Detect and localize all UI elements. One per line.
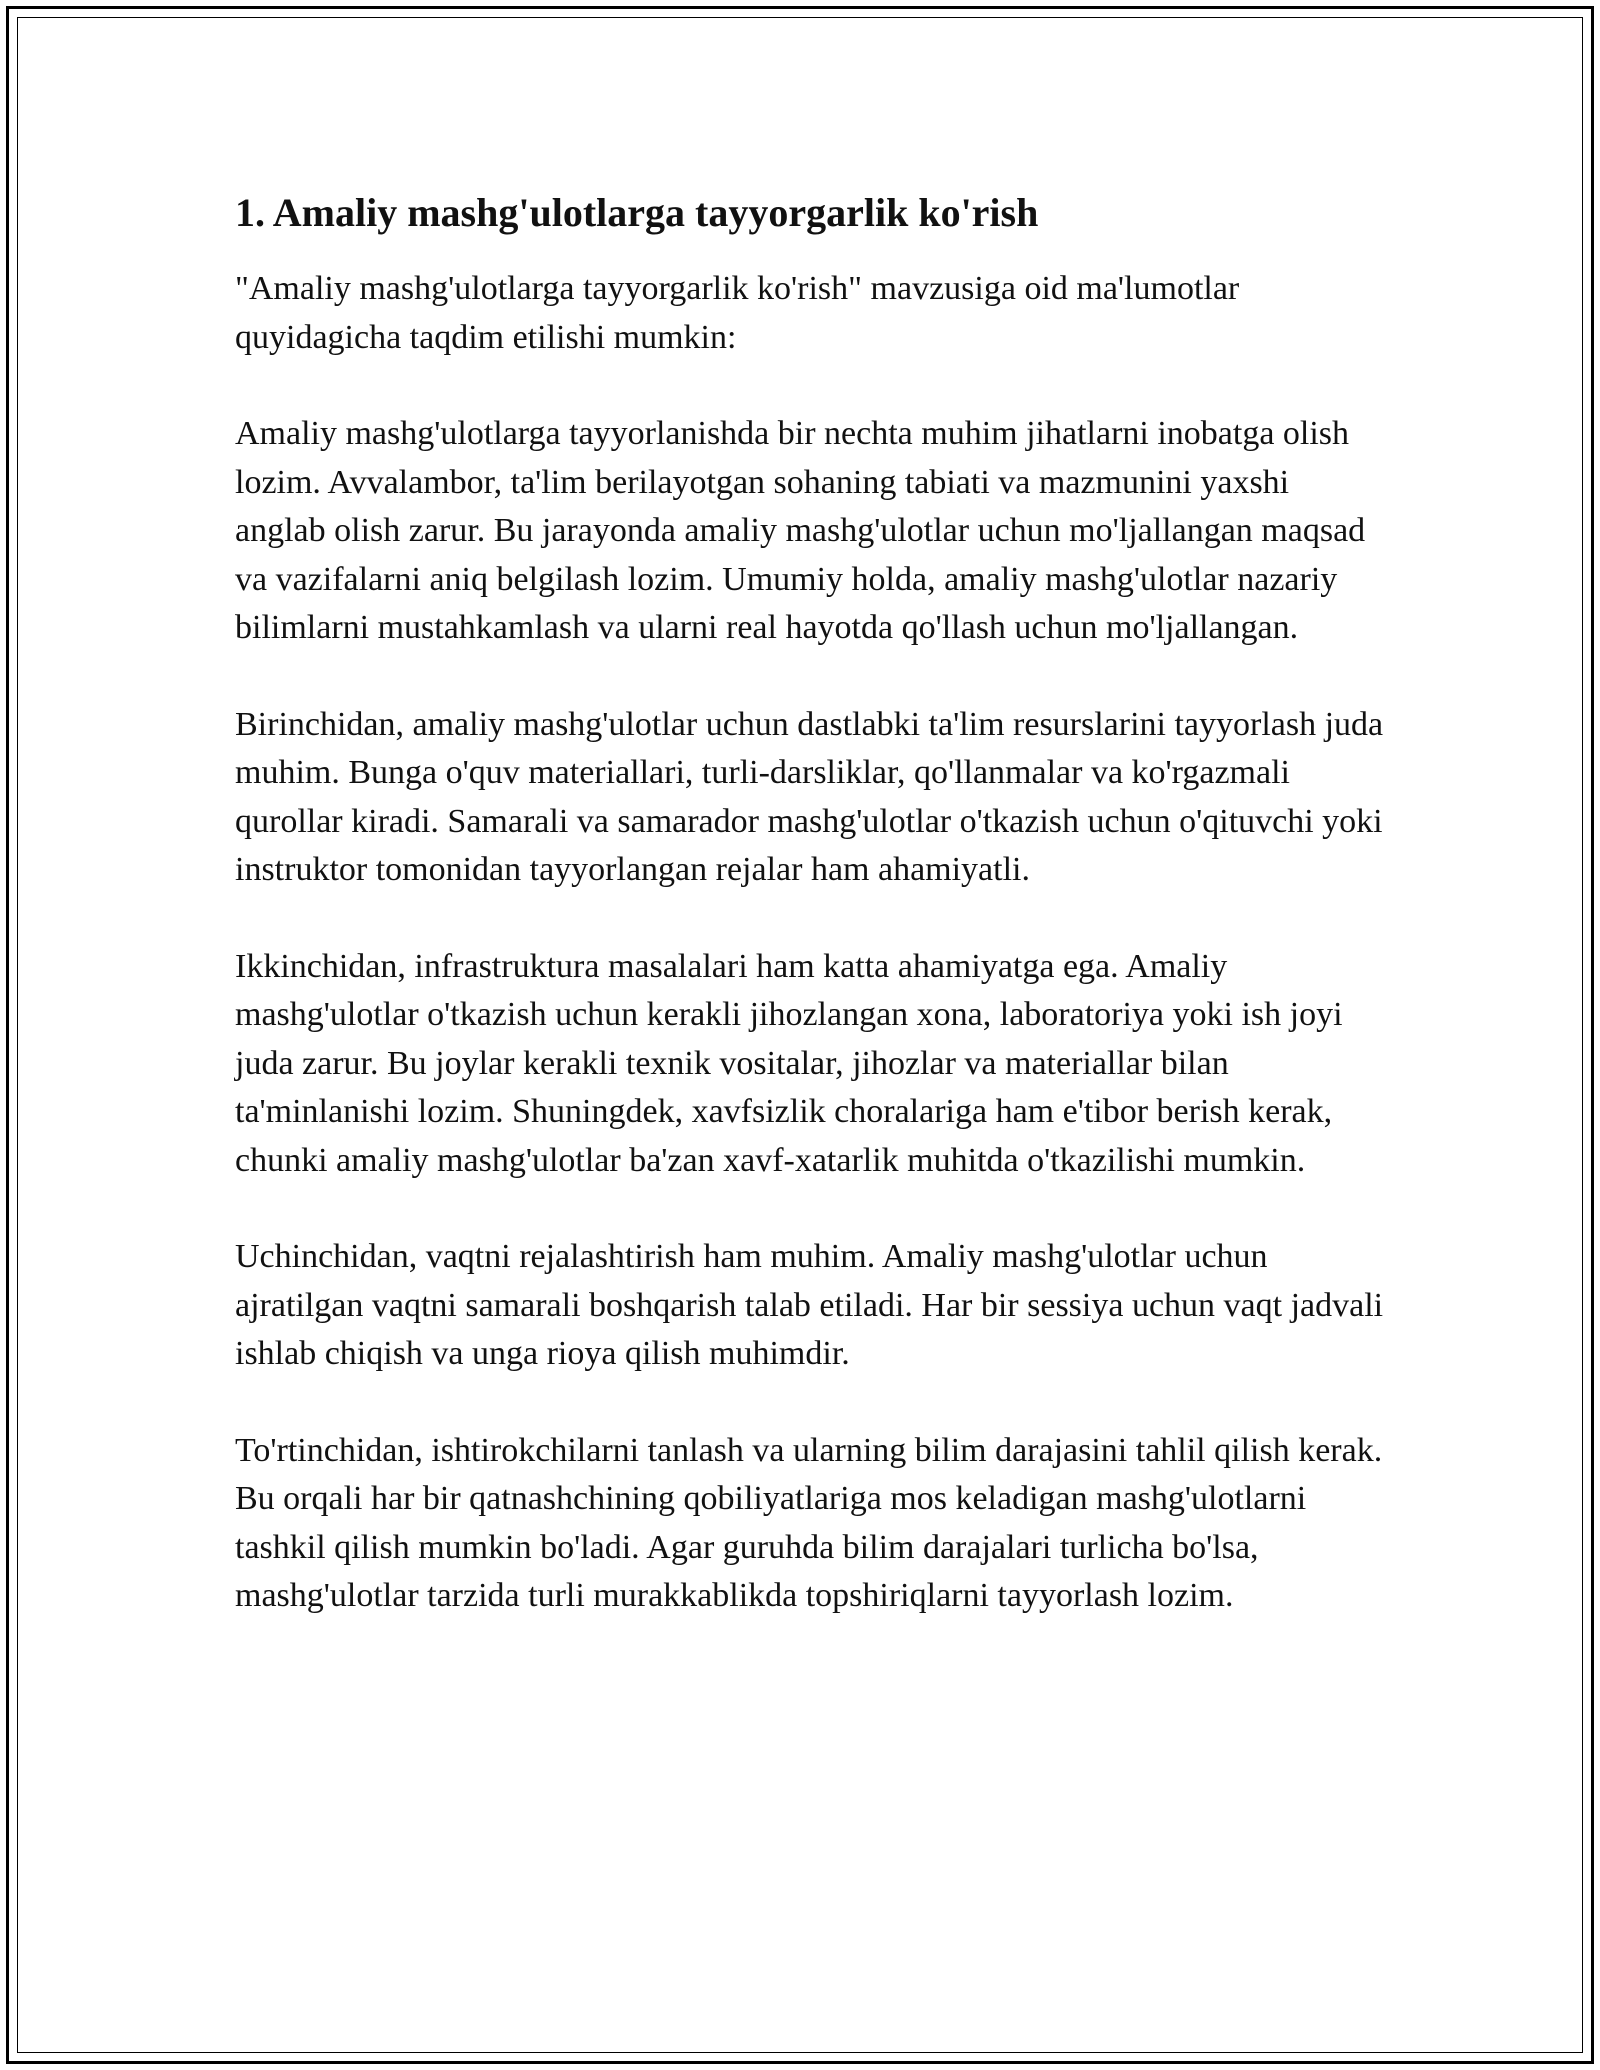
paragraph-fourth: To'rtinchidan, ishtirokchilarni tanlash va ularning bilim darajasini tahlil qilish kerak. Bu orqali har bir qatnashchining qobiliyatlariga mos keladigan mashg'ulotlarni tashkil qilish mumkin bo'ladi. Agar guruhda bilim darajalari turlicha bo'lsa, mashg'ulotlar tarzida turli murakkablikda topshiriqlarni tayyorlash lozim. <box>235 1431 1383 1614</box>
section-title: 1. Amaliy mashg'ulotlarga tayyorgarlik ko'rish <box>235 190 1039 235</box>
paragraph-overview: Amaliy mashg'ulotlarga tayyorlanishda bir nechta muhim jihatlarni inobatga olish lozim. Avvalambor, ta'lim berilayotgan sohaning tabiati va mazmunini yaxshi anglab olish zarur. Bu jarayonda amaliy mashg'ulotlar uchun mo'ljallangan maqsad va vazifalarni aniq belgilash lozim. Umumiy holda, amaliy mashg'ulotlar nazariy bilimlarni mustahkamlash va ularni real hayotda qo'llash uchun mo'ljallangan. <box>235 415 1366 646</box>
paragraph-third: Uchinchidan, vaqtni rejalashtirish ham muhim. Amaliy mashg'ulotlar uchun ajratilgan vaqtni samarali boshqarish talab etiladi. Har bir sessiya uchun vaqt jadvali ishlab chiqish va unga rioya qilish muhimdir. <box>235 1238 1384 1372</box>
document-body <box>235 185 1385 1669</box>
paragraph-first: Birinchidan, amaliy mashg'ulotlar uchun dastlabki ta'lim resurslarini tayyorlash juda muhim. Bunga o'quv materiallari, turli-darsliklar, qo'llanmalar va ko'rgazmali qurollar kiradi. Samarali va samarador mashg'ulotlar o'tkazish uchun o'qituvchi yoki instruktor tomonidan tayyorlangan rejalar ham ahamiyatli. <box>235 705 1384 888</box>
paragraph-second: Ikkinchidan, infrastruktura masalalari ham katta ahamiyatga ega. Amaliy mashg'ulotlar o'tkazish uchun kerakli jihozlangan xona, laboratoriya yoki ish joyi juda zarur. Bu joylar kerakli texnik vositalar, jihozlar va materiallar bilan ta'minlanishi lozim. Shuningdek, xavfsizlik choralariga ham e'tibor berish kerak, chunki amaliy mashg'ulotlar ba'zan xavf-xatarlik muhitda o'tkazilishi mumkin. <box>235 947 1343 1179</box>
paragraph-intro: "Amaliy mashg'ulotlarga tayyorgarlik ko'rish" mavzusiga oid ma'lumotlar quyidagicha taqdim etilishi mumkin: <box>235 270 1240 356</box>
